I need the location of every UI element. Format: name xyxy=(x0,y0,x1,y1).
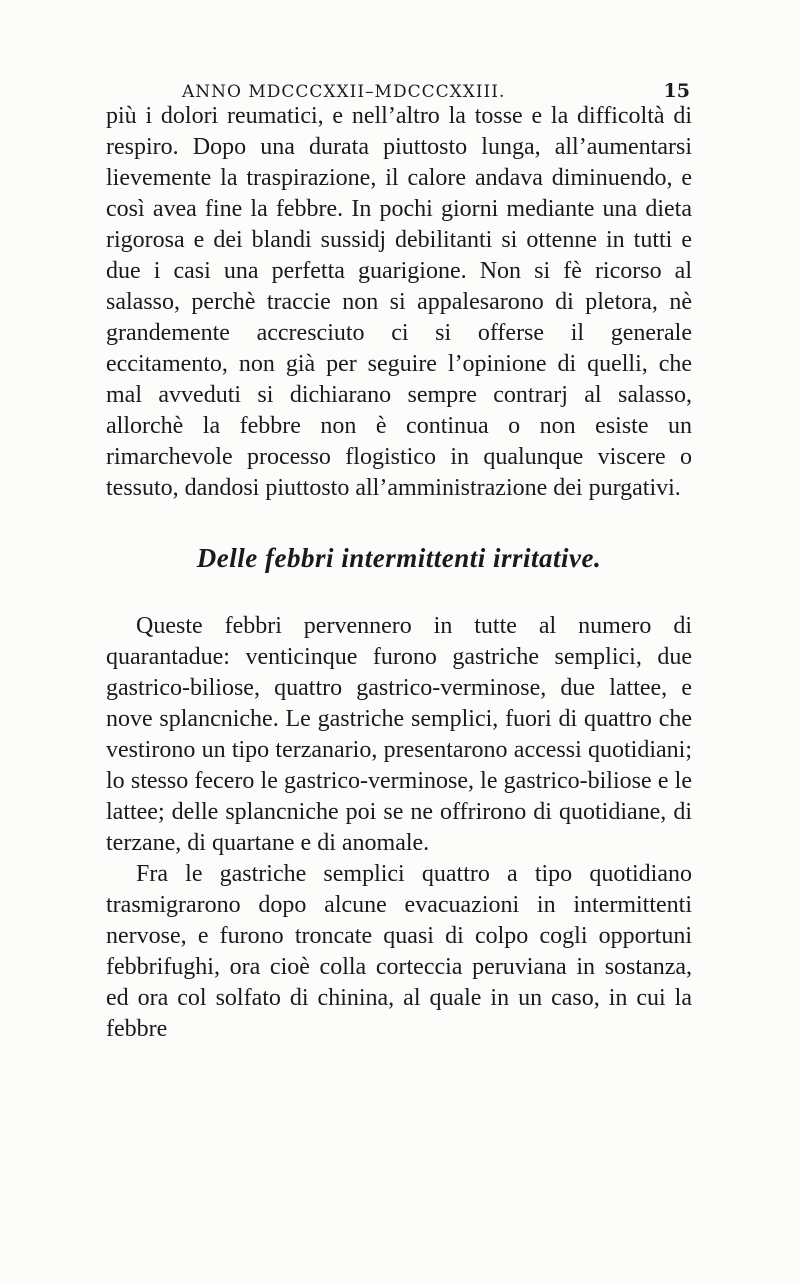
paragraph: Fra le gastriche semplici quattro a tipo quotidiano trasmigrarono dopo alcune evacuazioni in intermittenti nervose, e furono troncate quasi di colpo cogli opportuni febbrifughi, ora cioè colla corteccia peruviana in sostanza, ed ora col solfato di chinina, al quale in un caso, in cui la febbre xyxy=(106,861,692,1042)
section-title: Delle febbri intermittenti irritative. xyxy=(196,543,602,573)
page-number: 15 xyxy=(663,80,690,102)
body-text xyxy=(106,101,692,1045)
paragraph-continued: più i dolori reumatici, e nell’altro la tosse e la difficoltà di respiro. Dopo una durata piuttosto lunga, all’aumentarsi lievemente la traspirazione, il calore andava diminuendo, e così avea fine la febbre. In pochi giorni mediante una dieta rigorosa e dei blandi sussidj debilitanti si ottenne in tutti e due i casi una perfetta guarigione. Non si fè ricorso al salasso, perchè traccie non si appalesarono di pletora, nè grandemente accresciuto ci si offerse il generale eccitamento, non già per seguire l’opinione di quelli, che mal avveduti si dichiarano sempre contrarj al salasso, allorchè la febbre non è continua o non esiste un rimarchevole processo flogistico in qualunque viscere o tessuto, dandosi piuttosto all’amministrazione dei purgativi. xyxy=(106,103,692,501)
running-head-title: ANNO MDCCCXXII–MDCCCXXIII. xyxy=(182,82,506,102)
paragraph: Queste febbri pervennero in tutte al numero di quarantadue: venticinque furono gastriche semplici, due gastrico-biliose, quattro gastrico-verminose, due lattee, e nove splancniche. Le gastriche semplici, fuori di quattro che vestirono un tipo terzanario, presentarono accessi quotidiani; lo stesso fecero le gastrico-verminose, le gastrico-biliose e le lattee; delle splancniche poi se ne offrirono di quotidiane, di terzane, di quartane e di anomale. xyxy=(106,613,692,856)
